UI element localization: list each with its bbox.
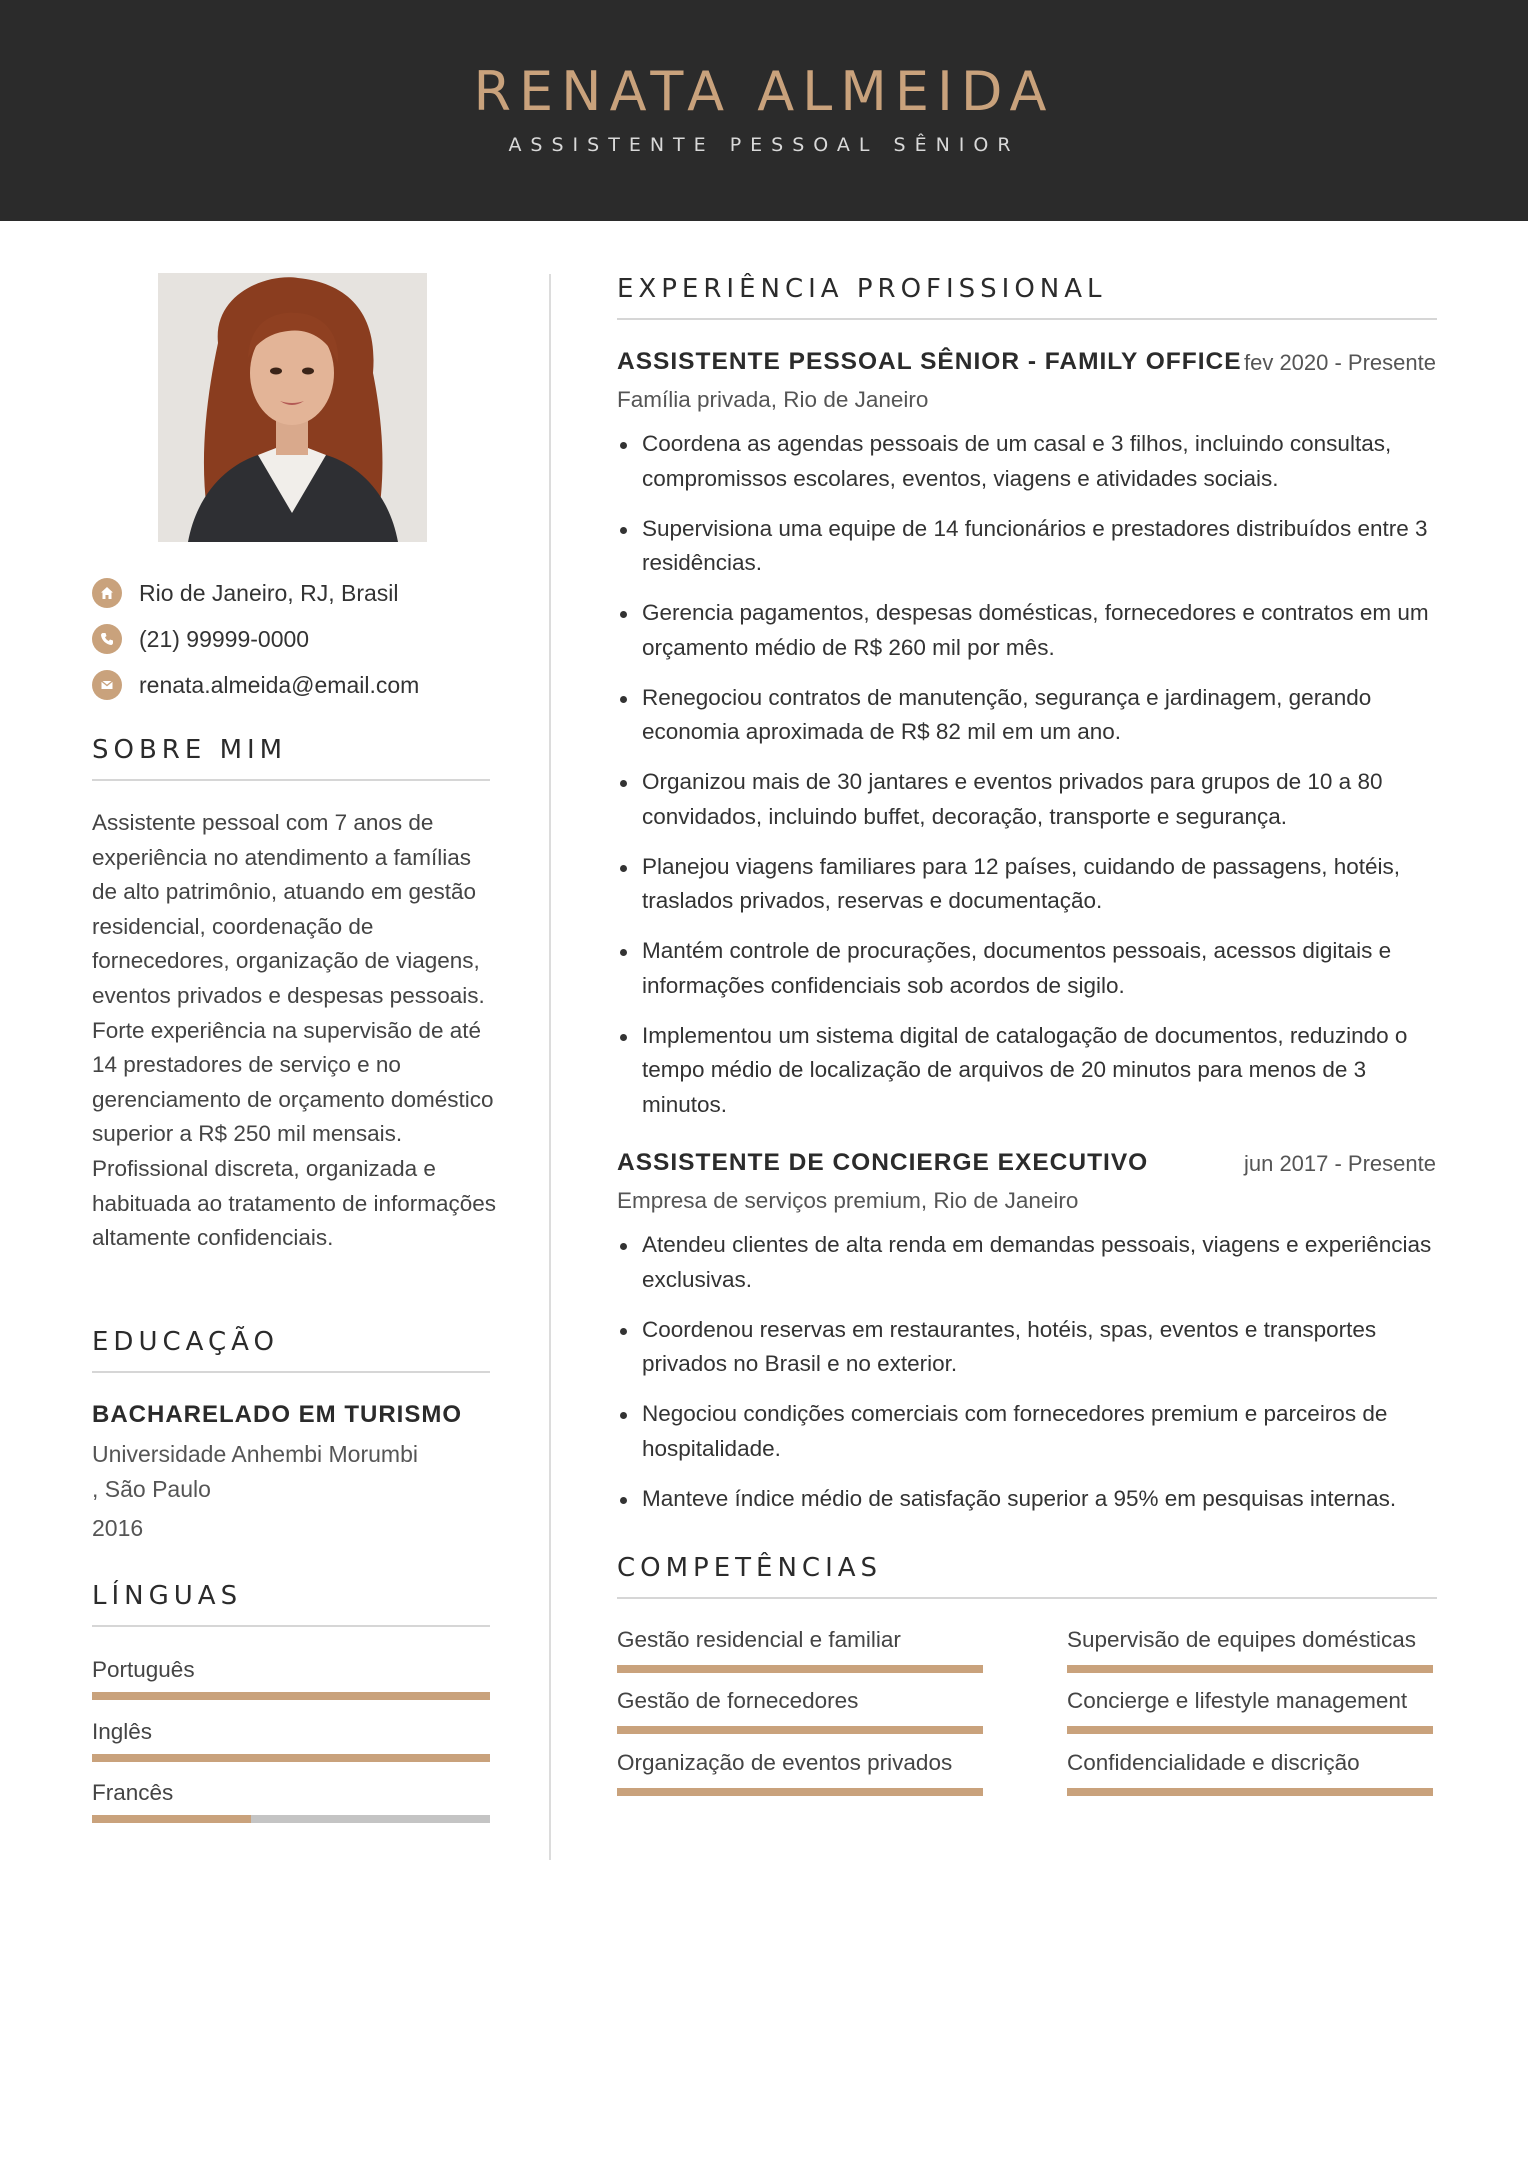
skill-bar	[617, 1726, 983, 1734]
skill-item	[1067, 1627, 1433, 1673]
language-level-bar	[92, 1754, 490, 1762]
about-text: Assistente pessoal com 7 anos de experiência no atendimento a famílias de alto patrimônio, atuando em gestão residencial, coordenação de fornecedores, organização de viagens, eventos privados e despesas pessoais. Forte experiência na supervisão de até 14 prestadores de serviço e no gerenciamento de orçamento doméstico superior a R$ 250 mil mensais. Profissional discreta, organizada e habituada ao tratamento de informações altamente confidenciais.	[92, 810, 497, 1251]
list-item: Supervisiona uma equipe de 14 funcionários e prestadores distribuídos entre 3 residências.	[617, 512, 1437, 581]
languages-rule	[92, 1625, 490, 1627]
profile-photo	[158, 273, 427, 542]
job-bullets	[617, 1228, 1437, 1532]
list-item: Planejou viagens familiares para 12 países, cuidando de passagens, hotéis, traslados privados, reservas e documentação.	[617, 850, 1437, 919]
job-date: fev 2020 - Presente	[1243, 350, 1436, 375]
list-item: Gerencia pagamentos, despesas domésticas, fornecedores e contratos em um orçamento médio de R$ 260 mil por mês.	[617, 596, 1437, 665]
skill-label: Organização de eventos privados	[617, 1750, 953, 1775]
list-item: Atendeu clientes de alta renda em demandas pessoais, viagens e experiências exclusivas.	[617, 1228, 1437, 1297]
language-level-fill	[92, 1815, 251, 1823]
education-rule	[92, 1371, 490, 1373]
email-icon	[92, 670, 122, 700]
skill-item	[1067, 1750, 1433, 1796]
list-item: Manteve índice médio de satisfação superior a 95% em pesquisas internas.	[617, 1482, 1437, 1517]
language-level-bar	[92, 1692, 490, 1700]
resume-header	[0, 0, 1528, 221]
about-title: SOBRE MIM	[92, 735, 288, 765]
skill-label: Gestão residencial e familiar	[617, 1627, 901, 1652]
candidate-name: RENATA ALMEIDA	[473, 60, 1055, 123]
skill-label: Concierge e lifestyle management	[1067, 1688, 1408, 1713]
skills-rule	[617, 1597, 1437, 1599]
job-company: Empresa de serviços premium, Rio de Janeiro	[617, 1188, 1079, 1213]
skill-label: Confidencialidade e discrição	[1067, 1750, 1360, 1775]
education-degree: BACHARELADO EM TURISMO	[92, 1401, 462, 1428]
list-item: Negociou condições comerciais com fornecedores premium e parceiros de hospitalidade.	[617, 1397, 1437, 1466]
language-level-fill	[92, 1754, 490, 1762]
list-item: Mantém controle de procurações, documentos pessoais, acessos digitais e informações confidenciais sob acordos de sigilo.	[617, 934, 1437, 1003]
job-title: ASSISTENTE DE CONCIERGE EXECUTIVO	[617, 1149, 1149, 1176]
skill-item	[617, 1688, 983, 1734]
job-bullets	[617, 427, 1437, 1138]
skills-title: COMPETÊNCIAS	[617, 1553, 883, 1583]
skill-item	[617, 1627, 983, 1673]
skill-item	[1067, 1688, 1433, 1734]
education-city: , São Paulo	[92, 1476, 211, 1502]
job-date: jun 2017 - Presente	[1243, 1151, 1436, 1176]
email-text[interactable]: renata.almeida@email.com	[139, 671, 420, 698]
skill-bar	[1067, 1726, 1433, 1734]
column-divider	[549, 274, 551, 1860]
skill-bar	[1067, 1665, 1433, 1673]
list-item: Coordenou reservas em restaurantes, hotéis, spas, eventos e transportes privados no Brasil e no exterior.	[617, 1313, 1437, 1382]
list-item: Organizou mais de 30 jantares e eventos privados para grupos de 10 a 80 convidados, incluindo buffet, decoração, transporte e segurança.	[617, 765, 1437, 834]
language-name: Português	[92, 1657, 195, 1682]
experience-rule	[617, 318, 1437, 320]
candidate-role: ASSISTENTE PESSOAL SÊNIOR	[508, 134, 1020, 156]
education-title: EDUCAÇÃO	[92, 1327, 279, 1357]
skill-bar	[617, 1665, 983, 1673]
about-rule	[92, 779, 490, 781]
skill-label: Gestão de fornecedores	[617, 1688, 859, 1713]
language-level-bar	[92, 1815, 490, 1823]
list-item: Coordena as agendas pessoais de um casal e 3 filhos, incluindo consultas, compromissos escolares, eventos, viagens e atividades sociais.	[617, 427, 1437, 496]
location-text: Rio de Janeiro, RJ, Brasil	[139, 579, 399, 606]
contact-location	[92, 575, 399, 611]
languages-title: LÍNGUAS	[92, 1581, 243, 1611]
language-name: Francês	[92, 1780, 174, 1805]
skill-item	[617, 1750, 983, 1796]
list-item: Implementou um sistema digital de catalogação de documentos, reduzindo o tempo médio de localização de arquivos de 20 minutos para menos de 3 minutos.	[617, 1019, 1437, 1123]
experience-title: EXPERIÊNCIA PROFISSIONAL	[617, 274, 1107, 304]
language-level-fill	[92, 1692, 490, 1700]
contact-email[interactable]	[92, 667, 419, 703]
job-title: ASSISTENTE PESSOAL SÊNIOR - FAMILY OFFICE	[617, 348, 1242, 375]
education-year: 2016	[92, 1515, 144, 1541]
language-name: Inglês	[92, 1719, 153, 1744]
skill-label: Supervisão de equipes domésticas	[1067, 1627, 1416, 1652]
list-item: Renegociou contratos de manutenção, segurança e jardinagem, gerando economia aproximada de R$ 82 mil em um ano.	[617, 681, 1437, 750]
home-icon	[92, 578, 122, 608]
phone-icon	[92, 624, 122, 654]
skill-bar	[617, 1788, 983, 1796]
job-company: Família privada, Rio de Janeiro	[617, 387, 929, 412]
phone-text: (21) 99999-0000	[139, 625, 310, 652]
skill-bar	[1067, 1788, 1433, 1796]
education-school: Universidade Anhembi Morumbi	[92, 1441, 418, 1467]
contact-phone	[92, 621, 309, 657]
